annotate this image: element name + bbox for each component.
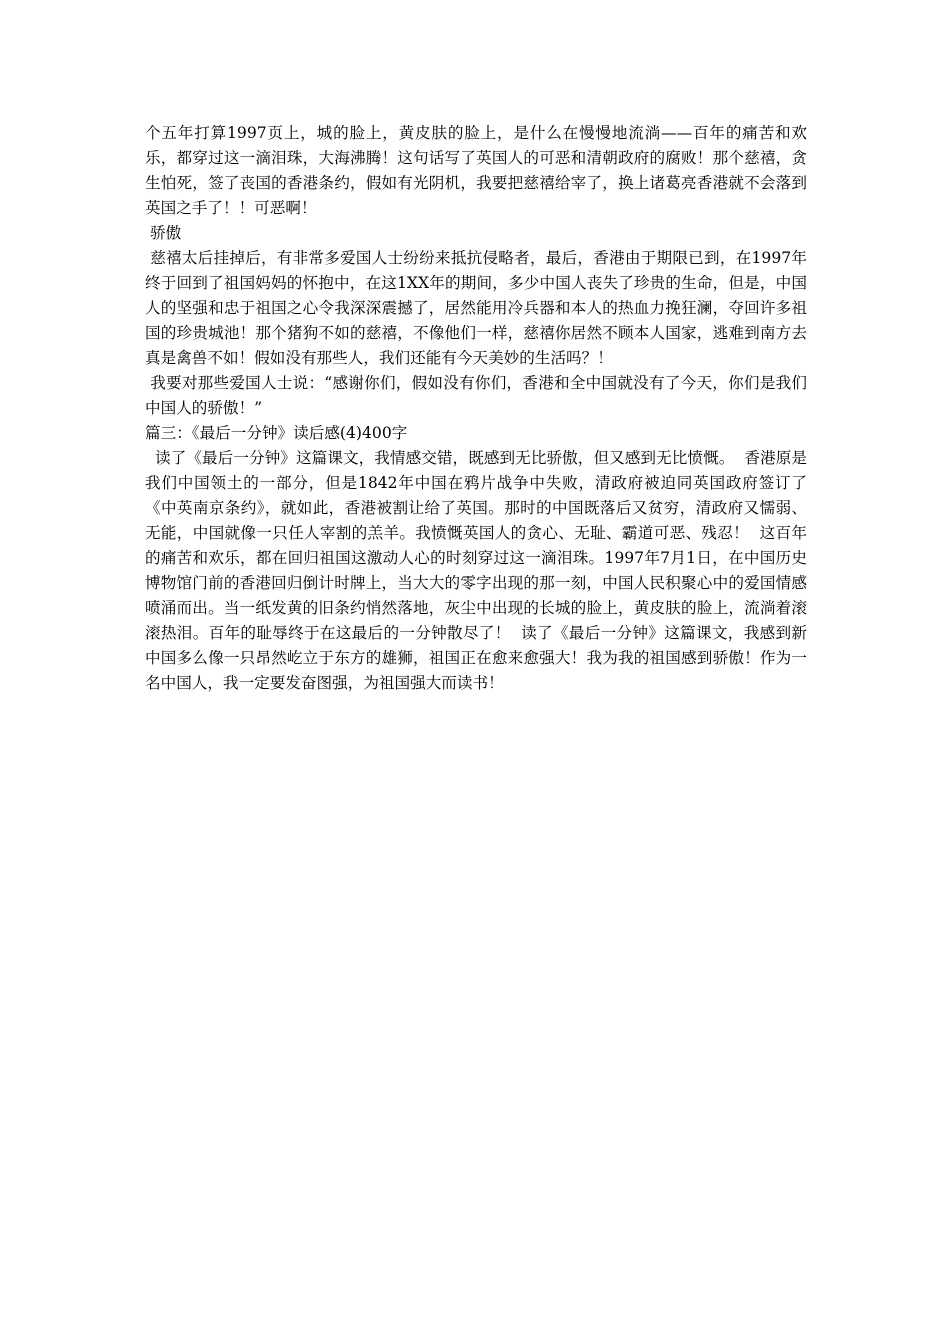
- paragraph-2: 骄傲: [145, 224, 182, 242]
- paragraph-3: 慈禧太后挂掉后，有非常多爱国人士纷纷来抵抗侵略者，最后，香港由于期限已到，在1997年终于回到了祖国妈妈的怀抱中，在这1XX年的期间，多少中国人丧失了珍贵的生命，但是，中国人的坚强和忠于祖国之心令我深深震撼了，居然能用冷兵器和本人的热血力挽狂澜，夺回许多祖国的珍贵城池！那个猪狗不如的慈禧，不像他们一样，慈禧你居然不顾本人国家，逃难到南方去真是禽兽不如！假如没有那些人，我们还能有今天美妙的生活吗？！: [145, 249, 807, 367]
- document-body: [145, 121, 807, 696]
- section-heading: 篇三：《最后一分钟》读后感(4)400字: [145, 424, 408, 442]
- paragraph-4: 我要对那些爱国人士说：“感谢你们，假如没有你们，香港和全中国就没有了今天，你们是我们中国人的骄傲！”: [145, 374, 807, 417]
- paragraph-1: 个五年打算1997页上，城的脸上，黄皮肤的脸上，是什么在慢慢地流淌——百年的痛苦和欢乐，都穿过这一滴泪珠，大海沸腾！这句话写了英国人的可恶和清朝政府的腐败！那个慈禧，贪生怕死，签了丧国的香港条约，假如有光阴机，我要把慈禧给宰了，换上诸葛亮香港就不会落到英国之手了！！可恶啊！: [145, 124, 807, 217]
- paragraph-5: 读了《最后一分钟》这篇课文，我情感交错，既感到无比骄傲，但又感到无比愤慨。 香港原是我们中国领土的一部分，但是1842年中国在鸦片战争中失败，清政府被迫同英国政府签订了《中英南京条约》，就如此，香港被割让给了英国。那时的中国既落后又贫穷，清政府又懦弱、无能，中国就像一只任人宰割的羔羊。我愤慨英国人的贪心、无耻、霸道可恶、残忍！ 这百年的痛苦和欢乐，都在回归祖国这激动人心的时刻穿过这一滴泪珠。1997年7月1日，在中国历史博物馆门前的香港回归倒计时牌上，当大大的零字出现的那一刻，中国人民积聚心中的爱国情感喷涌而出。当一纸发黄的旧条约悄然落地，灰尘中出现的长城的脸上，黄皮肤的脸上，流淌着滚滚热泪。百年的耻辱终于在这最后的一分钟散尽了！ 读了《最后一分钟》这篇课文，我感到新中国多么像一只昂然屹立于东方的雄狮，祖国正在愈来愈强大！我为我的祖国感到骄傲！作为一名中国人，我一定要发奋图强，为祖国强大而读书！: [145, 449, 807, 692]
